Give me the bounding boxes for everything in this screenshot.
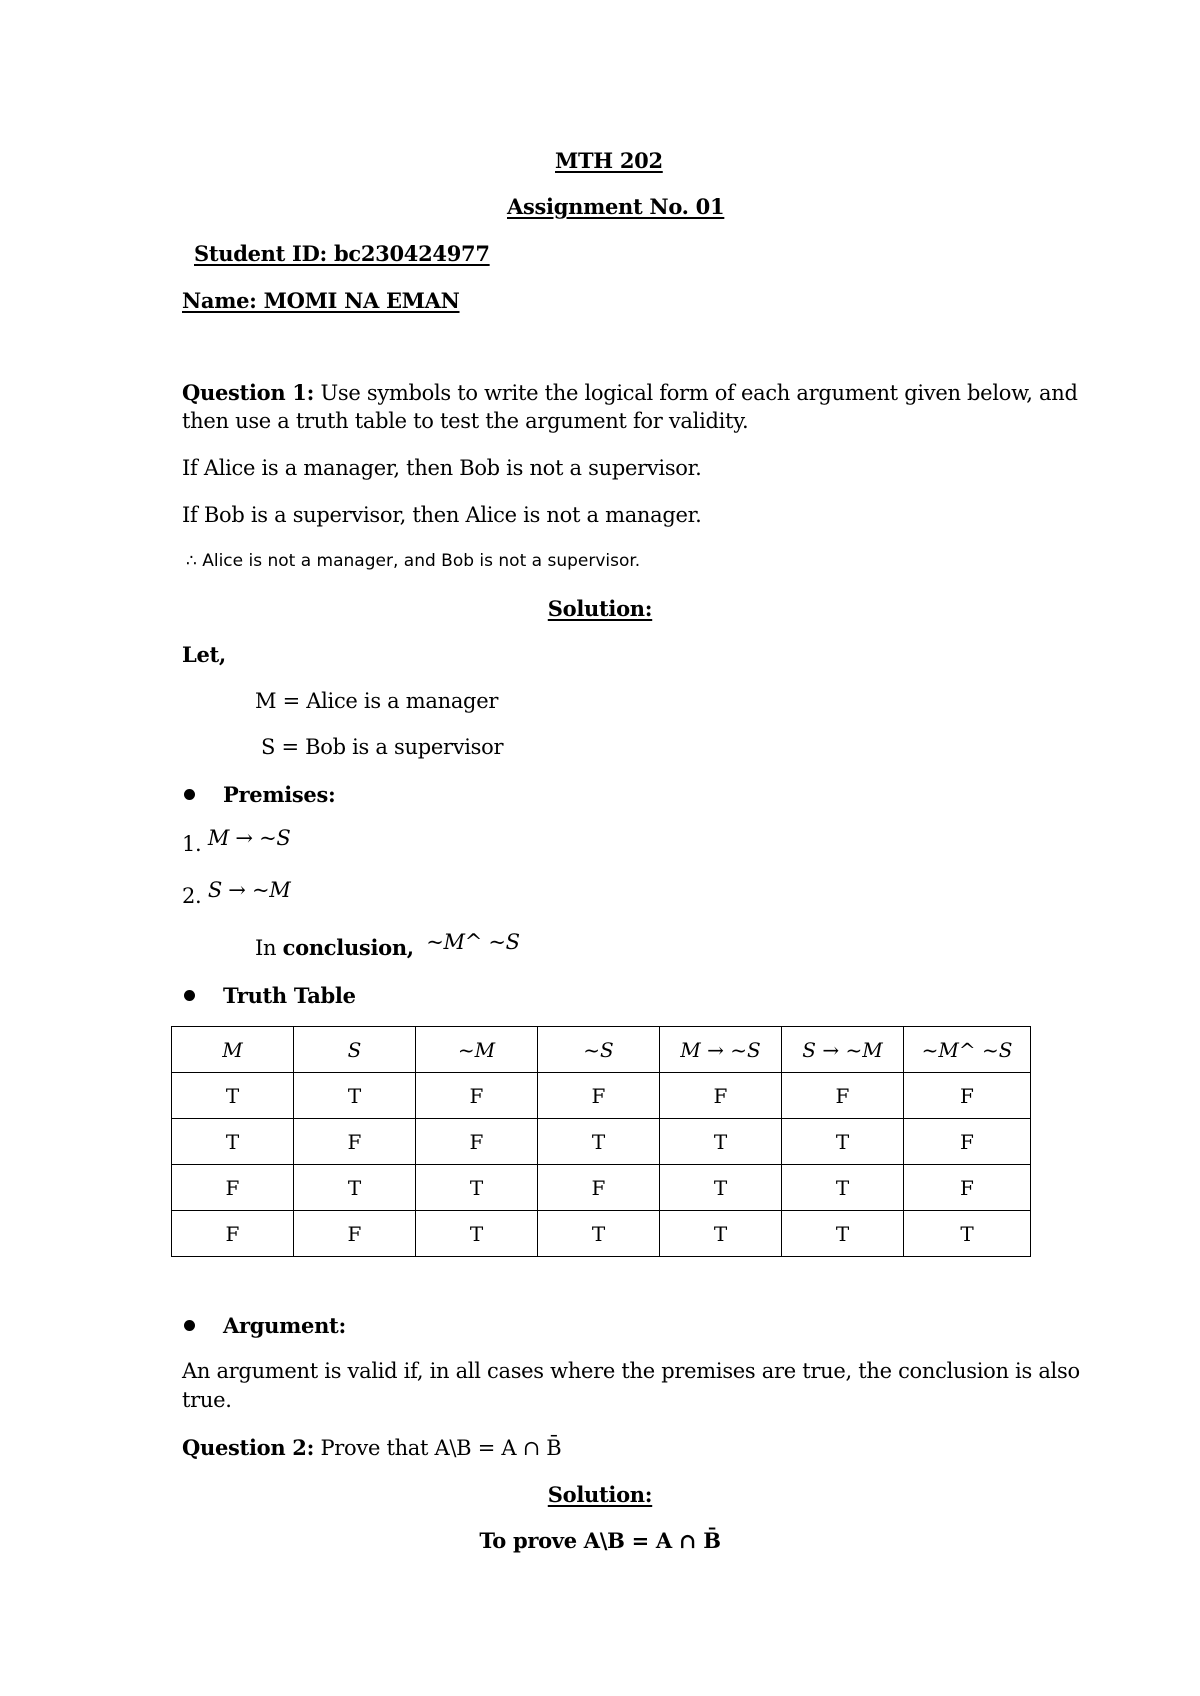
question-2 <box>182 1435 561 1460</box>
table-cell: F <box>294 1119 416 1165</box>
let-label: Let, <box>182 642 226 667</box>
argument-heading <box>184 1313 346 1338</box>
table-cell: T <box>538 1211 660 1257</box>
table-row <box>172 1073 1031 1119</box>
table-cell: T <box>294 1073 416 1119</box>
course-title: MTH 202 <box>555 148 663 173</box>
table-header-cell: M <box>172 1027 294 1073</box>
conclusion-in: In <box>255 936 277 960</box>
table-cell: T <box>294 1165 416 1211</box>
student-id: Student ID: bc230424977 <box>194 241 490 266</box>
argument-line-1: An argument is valid if, in all cases where the premises are true, the conclusion is also <box>182 1359 1080 1383</box>
conclusion-expression: ~M^ ~S <box>426 930 520 954</box>
table-cell: F <box>172 1211 294 1257</box>
definition-m: M = Alice is a manager <box>255 689 499 713</box>
table-cell: T <box>538 1119 660 1165</box>
table-cell: F <box>782 1073 904 1119</box>
argument-line-2: true. <box>182 1388 232 1412</box>
question-2-label: Question 2: <box>182 1435 315 1460</box>
question-2-text: Prove that A\B = A ∩ B̄ <box>320 1436 562 1460</box>
question-1-label: Question 1: <box>182 380 315 405</box>
premise-1-expression: M → ~S <box>207 826 291 850</box>
bullet-icon <box>184 1320 195 1331</box>
truth-table-header-row <box>172 1027 1031 1073</box>
solution-2-title: Solution: <box>547 1482 653 1507</box>
table-cell: T <box>660 1211 782 1257</box>
conclusion-word: conclusion, <box>282 935 414 960</box>
question-1-line-2: then use a truth table to test the argument for validity. <box>182 409 749 433</box>
table-header-cell: M → ~S <box>660 1027 782 1073</box>
table-header-cell: ~M <box>416 1027 538 1073</box>
question-1-text-1: Use symbols to write the logical form of each argument given below, and <box>320 381 1078 405</box>
truth-table <box>171 1026 1031 1257</box>
table-row <box>172 1165 1031 1211</box>
table-row <box>172 1119 1031 1165</box>
truth-table-title: Truth Table <box>223 983 356 1008</box>
argument-title: Argument: <box>223 1313 346 1338</box>
premise-formula-2 <box>182 878 291 908</box>
table-header-cell: S <box>294 1027 416 1073</box>
premise-2-number: 2. <box>182 884 202 908</box>
conclusion-statement: ∴ Alice is not a manager, and Bob is not a supervisor. <box>186 551 641 571</box>
table-cell: F <box>416 1119 538 1165</box>
premises-title: Premises: <box>223 782 336 807</box>
table-cell: F <box>172 1165 294 1211</box>
premise-statement-1: If Alice is a manager, then Bob is not a supervisor. <box>182 456 702 480</box>
student-name: Name: MOMI NA EMAN <box>182 288 460 313</box>
definition-s: S = Bob is a supervisor <box>261 735 504 759</box>
table-cell: F <box>538 1073 660 1119</box>
table-cell: F <box>294 1211 416 1257</box>
table-cell: F <box>904 1119 1031 1165</box>
table-cell: T <box>172 1119 294 1165</box>
table-cell: F <box>904 1073 1031 1119</box>
table-cell: T <box>660 1119 782 1165</box>
to-prove-statement: To prove A\B = A ∩ B̄ <box>479 1528 721 1553</box>
premise-2-expression: S → ~M <box>207 878 291 902</box>
table-row <box>172 1211 1031 1257</box>
table-cell: F <box>660 1073 782 1119</box>
table-cell: F <box>904 1165 1031 1211</box>
table-cell: T <box>416 1165 538 1211</box>
premise-1-number: 1. <box>182 832 202 856</box>
table-cell: T <box>660 1165 782 1211</box>
premise-formula-1 <box>182 826 291 856</box>
premises-heading <box>184 782 335 807</box>
solution-1-title: Solution: <box>547 596 653 621</box>
table-cell: T <box>904 1211 1031 1257</box>
table-cell: T <box>782 1119 904 1165</box>
table-cell: T <box>782 1211 904 1257</box>
premise-statement-2: If Bob is a supervisor, then Alice is not a manager. <box>182 503 702 527</box>
assignment-title: Assignment No. 01 <box>507 194 725 219</box>
table-header-cell: S → ~M <box>782 1027 904 1073</box>
truth-table-heading <box>184 983 356 1008</box>
table-cell: F <box>538 1165 660 1211</box>
bullet-icon <box>184 789 195 800</box>
table-cell: T <box>172 1073 294 1119</box>
table-cell: F <box>416 1073 538 1119</box>
bullet-icon <box>184 990 195 1001</box>
table-header-cell: ~M^ ~S <box>904 1027 1031 1073</box>
question-1-line-1 <box>182 380 1078 405</box>
conclusion-formula <box>255 930 520 960</box>
table-header-cell: ~S <box>538 1027 660 1073</box>
table-cell: T <box>782 1165 904 1211</box>
table-cell: T <box>416 1211 538 1257</box>
